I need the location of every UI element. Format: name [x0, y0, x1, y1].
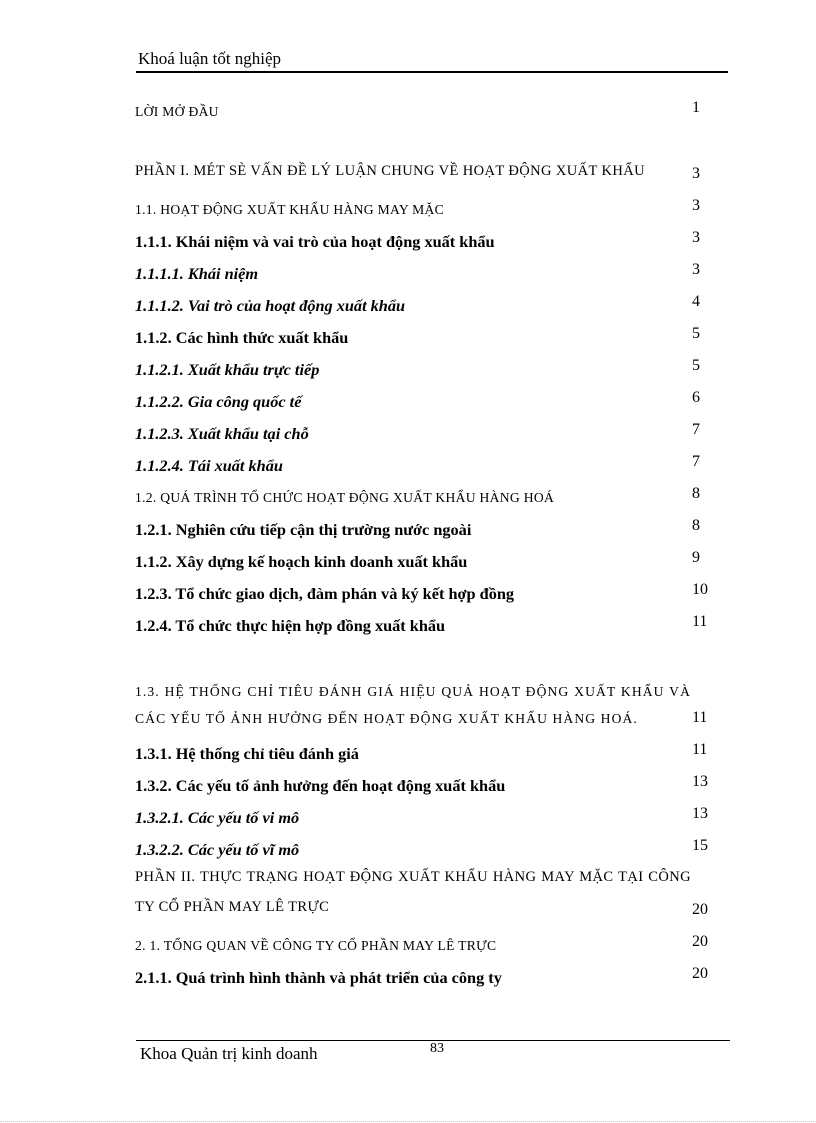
toc-entry-page: 6	[692, 389, 700, 406]
toc-entry-page: 3	[692, 261, 700, 278]
toc-entry	[135, 572, 728, 604]
toc-entry-page: 4	[692, 293, 700, 310]
toc-entry-page: 1	[692, 99, 700, 116]
toc-entry-title: 1.1.1.2. Vai trò của hoạt động xuất khẩu	[135, 296, 406, 315]
toc-entry-page: 7	[692, 421, 700, 438]
toc-entry-page: 3	[692, 165, 700, 182]
toc-entry-title: 1.1.1. Khái niệm và vai trò của hoạt động xuất khẩu	[135, 232, 495, 251]
toc-entry-title: 1.2. QUÁ TRÌNH TỔ CHỨC HOẠT ĐỘNG XUẤT KHẨU HÀNG HOÁ	[135, 490, 555, 505]
toc-entry-page: 13	[692, 805, 708, 822]
toc-entry	[135, 604, 728, 636]
toc-entry	[135, 732, 728, 764]
toc-entry	[135, 316, 728, 348]
toc-entry	[135, 90, 728, 122]
toc-entry	[135, 188, 728, 220]
toc-entry-page: 11	[692, 613, 708, 630]
toc-entry-title: 1.1.2.4. Tái xuất khẩu	[135, 456, 283, 475]
toc-entry-title: 1.1.2. Các hình thức xuất khẩu	[135, 328, 349, 347]
toc-entry-page: 5	[692, 357, 700, 374]
toc-entry-title: 1.1.1.1. Khái niệm	[135, 264, 259, 283]
toc-entry-page: 10	[692, 581, 708, 598]
toc-entry-page: 3	[692, 229, 700, 246]
toc-entry	[135, 508, 728, 540]
toc-entry	[135, 380, 728, 412]
toc-entry-title: 1.1.2.1. Xuất khẩu trực tiếp	[135, 360, 320, 379]
toc-entry-page: 7	[692, 453, 700, 470]
toc-entry-title: 1.1. HOẠT ĐỘNG XUẤT KHẨU HÀNG MAY MẶC	[135, 202, 445, 217]
toc-entry-title: LỜI MỞ ĐẦU	[135, 104, 219, 119]
toc-entry	[135, 284, 728, 316]
footer-department: Khoa Quản trị kinh doanh	[140, 1044, 318, 1063]
toc-entry-page: 8	[692, 517, 700, 534]
toc-entry	[135, 540, 728, 572]
running-header: Khoá luận tốt nghiệp	[138, 49, 282, 68]
toc-entry-page: 5	[692, 325, 700, 342]
toc-entry	[135, 796, 728, 828]
toc-entry-title: 1.2.1. Nghiên cứu tiếp cận thị trường nước ngoài	[135, 520, 472, 539]
toc-entry	[135, 412, 728, 444]
toc-entry-title: 1.1.2.2. Gia công quốc tế	[135, 392, 302, 411]
toc-entry	[135, 220, 728, 252]
toc-entry-title: 1.3.2.2. Các yếu tố vĩ mô	[135, 840, 300, 859]
toc-entry-title: 1.3.2.1. Các yếu tố vi mô	[135, 808, 300, 827]
toc-entry-title: 1.3.1. Hệ thống chỉ tiêu đánh giá	[135, 744, 359, 763]
toc-entry-page: 3	[692, 197, 700, 214]
toc-entry-title: 1.3. HỆ THỐNG CHỈ TIÊU ĐÁNH GIÁ HIỆU QUẢ HOẠT ĐỘNG XUẤT KHẨU VÀ CÁC YẾU TỐ ẢNH HƯỞNG ĐẾN HOẠT ĐỘNG XUẤT KHẨU HÀNG HOÁ.	[135, 684, 691, 726]
toc-entry-page: 15	[692, 837, 708, 854]
toc-entry-page: 8	[692, 485, 700, 502]
toc-entry	[135, 252, 728, 284]
toc-entry	[135, 828, 728, 860]
toc-entry-page: 11	[692, 709, 708, 726]
toc-entry	[135, 636, 728, 732]
toc-entry	[135, 348, 728, 380]
toc-entry-title: PHẦN I. MÉT SÈ VẤN ĐỀ LÝ LUẬN CHUNG VỀ HOẠT ĐỘNG XUẤT KHẨU	[135, 163, 646, 179]
toc-entry	[135, 122, 728, 188]
toc-entry-title: PHẦN II. THỰC TRẠNG HOẠT ĐỘNG XUẤT KHẨU HÀNG MAY MẶC TẠI CÔNG TY CỔ PHẦN MAY LÊ TRỰC	[135, 869, 691, 915]
toc-entry-title: 1.1.2.3. Xuất khẩu tại chỗ	[135, 424, 309, 443]
toc-entry	[135, 764, 728, 796]
toc-entry-title: 2. 1. TỔNG QUAN VỀ CÔNG TY CỔ PHẦN MAY LÊ TRỰC	[135, 938, 497, 953]
toc-entry	[135, 444, 728, 476]
toc-entry-title: 1.2.3. Tổ chức giao dịch, đàm phán và ký kết hợp đồng	[135, 584, 515, 603]
toc-entry-title: 2.1.1. Quá trình hình thành và phát triển của công ty	[135, 968, 502, 987]
toc-entry-page: 11	[692, 741, 708, 758]
toc-entry	[135, 924, 728, 956]
page-edge-divider	[0, 1121, 816, 1122]
toc-entry-page: 20	[692, 965, 708, 982]
toc-entry	[135, 860, 728, 924]
table-of-contents	[135, 90, 728, 988]
toc-entry-page: 20	[692, 901, 708, 918]
toc-entry-page: 20	[692, 933, 708, 950]
header-rule	[136, 71, 728, 73]
toc-entry	[135, 956, 728, 988]
toc-entry-page: 13	[692, 773, 708, 790]
toc-entry-page: 9	[692, 549, 700, 566]
toc-entry-title: 1.1.2. Xây dựng kế hoạch kinh doanh xuất khẩu	[135, 552, 468, 571]
toc-entry-title: 1.2.4. Tổ chức thực hiện hợp đồng xuất khẩu	[135, 616, 446, 635]
toc-entry	[135, 476, 728, 508]
footer-page-number: 83	[430, 1041, 444, 1056]
toc-entry-title: 1.3.2. Các yếu tố ảnh hưởng đến hoạt động xuất khẩu	[135, 776, 506, 795]
